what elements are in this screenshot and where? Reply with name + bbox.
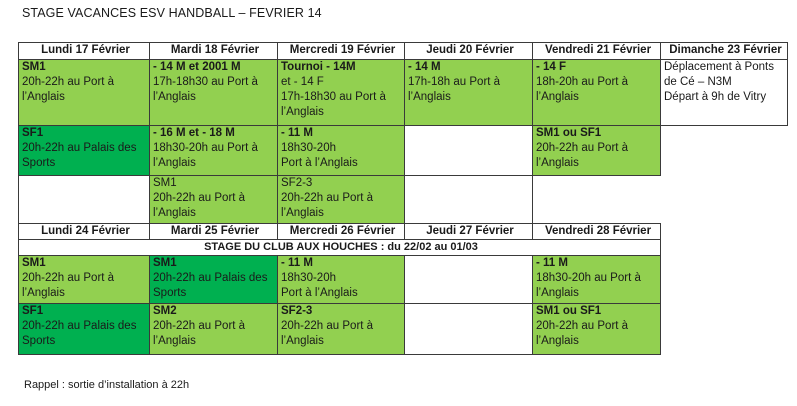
empty-cell xyxy=(661,126,788,176)
session-place: l’Anglais xyxy=(22,91,65,103)
session-cell xyxy=(533,304,661,355)
empty-cell xyxy=(405,176,533,224)
session-cell xyxy=(19,304,150,355)
camp-notice: STAGE DU CLUB AUX HOUCHES : du 22/02 au 01/03 xyxy=(19,240,661,256)
session-time: 20h-22h au Port à xyxy=(281,320,374,332)
session-group: Tournoi - 14M xyxy=(281,61,356,73)
day-header: Jeudi 20 Février xyxy=(405,43,533,60)
week2-header-row xyxy=(19,224,788,240)
session-time: 18h30-20h au Port à xyxy=(536,272,641,284)
session-time: 20h-22h au Port à xyxy=(153,192,246,204)
session-cell xyxy=(150,60,278,126)
day-header: Mercredi 26 Février xyxy=(278,224,405,240)
session-cell xyxy=(150,304,278,355)
session-group-extra: et - 14 F xyxy=(281,76,324,88)
event-line: Déplacement à Ponts xyxy=(664,61,774,73)
session-place: l’Anglais xyxy=(153,207,196,219)
session-group: SF2-3 xyxy=(281,305,313,317)
empty-cell xyxy=(19,176,150,224)
session-group: - 14 F xyxy=(536,61,567,73)
session-group: - 11 M xyxy=(281,257,313,269)
session-time: 17h-18h30 au Port à xyxy=(281,91,386,103)
session-cell xyxy=(278,60,405,126)
session-place: Sports xyxy=(22,157,56,169)
session-group: SM1 ou SF1 xyxy=(536,305,602,317)
day-header: Mardi 25 Février xyxy=(150,224,278,240)
week2-row xyxy=(19,304,788,355)
notice-row xyxy=(19,240,788,256)
session-time: 20h-22h au Port à xyxy=(281,192,374,204)
document-title: STAGE VACANCES ESV HANDBALL – FEVRIER 14 xyxy=(22,6,322,20)
session-time: 20h-22h au Palais des xyxy=(153,272,268,284)
session-cell xyxy=(150,256,278,304)
session-group: - 16 M et - 18 M xyxy=(153,127,235,139)
session-time: 20h-22h au Port à xyxy=(153,320,246,332)
session-time: 18h30-20h xyxy=(281,142,336,154)
session-cell xyxy=(533,60,661,126)
session-time: 20h-22h au Port à xyxy=(536,320,629,332)
session-place: l’Anglais xyxy=(536,335,579,347)
session-time: 20h-22h au Palais des xyxy=(22,320,137,332)
event-line: de Cé – N3M xyxy=(664,76,732,88)
empty-cell xyxy=(661,304,788,355)
session-cell xyxy=(19,126,150,176)
session-group: - 14 M xyxy=(408,61,441,73)
session-time: 18h30-20h au Port à xyxy=(153,142,258,154)
day-header: Mercredi 19 Février xyxy=(278,43,405,60)
session-place: l’Anglais xyxy=(536,287,579,299)
schedule-table xyxy=(18,42,788,355)
session-place: l’Anglais xyxy=(536,91,579,103)
session-group: SM1 xyxy=(22,61,46,73)
session-place: Sports xyxy=(22,335,56,347)
empty-cell xyxy=(661,240,788,256)
day-header: Lundi 24 Février xyxy=(19,224,150,240)
week2-row xyxy=(19,256,788,304)
session-place: Port à l’Anglais xyxy=(281,157,358,169)
session-cell xyxy=(533,126,661,176)
session-place: l’Anglais xyxy=(281,207,324,219)
session-time: 20h-22h au Palais des xyxy=(22,142,137,154)
session-place: l’Anglais xyxy=(281,106,324,118)
session-time: 17h-18h au Port à xyxy=(408,76,501,88)
session-group: SM1 xyxy=(153,177,177,189)
session-group: SM1 xyxy=(153,257,177,269)
session-group: - 11 M xyxy=(281,127,313,139)
session-cell xyxy=(278,256,405,304)
session-place: l’Anglais xyxy=(408,91,451,103)
week1-row xyxy=(19,126,788,176)
week1-row xyxy=(19,60,788,126)
session-time: 20h-22h au Port à xyxy=(536,142,629,154)
session-place: l’Anglais xyxy=(536,157,579,169)
session-place: l’Anglais xyxy=(153,91,196,103)
day-header: Jeudi 27 Février xyxy=(405,224,533,240)
session-group: - 14 M et 2001 M xyxy=(153,61,241,73)
reminder-note: Rappel : sortie d’installation à 22h xyxy=(24,379,190,391)
empty-cell xyxy=(661,176,788,224)
day-header: Mardi 18 Février xyxy=(150,43,278,60)
day-header: Dimanche 23 Février xyxy=(661,43,788,60)
session-cell xyxy=(19,60,150,126)
session-cell xyxy=(278,304,405,355)
session-group: SF1 xyxy=(22,305,44,317)
session-place: l’Anglais xyxy=(22,287,65,299)
session-cell xyxy=(661,60,788,126)
session-cell xyxy=(150,126,278,176)
empty-cell xyxy=(405,304,533,355)
session-cell xyxy=(278,176,405,224)
day-header: Vendredi 28 Février xyxy=(533,224,661,240)
week1-row xyxy=(19,176,788,224)
session-group: SM1 xyxy=(22,257,46,269)
session-place: Port à l’Anglais xyxy=(281,287,358,299)
session-time: 20h-22h au Port à xyxy=(22,272,115,284)
session-time: 18h-20h au Port à xyxy=(536,76,629,88)
session-cell xyxy=(150,176,278,224)
empty-cell xyxy=(661,256,788,304)
empty-cell xyxy=(405,256,533,304)
day-header: Vendredi 21 Février xyxy=(533,43,661,60)
session-cell xyxy=(405,60,533,126)
empty-cell xyxy=(405,126,533,176)
session-cell xyxy=(19,256,150,304)
week1-header-row xyxy=(19,43,788,60)
session-cell xyxy=(278,126,405,176)
session-group: SM1 ou SF1 xyxy=(536,127,602,139)
session-place: Sports xyxy=(153,287,187,299)
empty-cell xyxy=(661,224,788,240)
session-group: - 11 M xyxy=(536,257,568,269)
session-group: SM2 xyxy=(153,305,177,317)
session-time: 18h30-20h xyxy=(281,272,336,284)
session-place: l’Anglais xyxy=(153,335,196,347)
session-time: 17h-18h30 au Port à xyxy=(153,76,258,88)
empty-cell xyxy=(533,176,661,224)
session-place: l’Anglais xyxy=(281,335,324,347)
session-group: SF2-3 xyxy=(281,177,313,189)
day-header: Lundi 17 Février xyxy=(19,43,150,60)
session-place: l’Anglais xyxy=(153,157,196,169)
event-line: Départ à 9h de Vitry xyxy=(664,91,767,103)
session-group: SF1 xyxy=(22,127,44,139)
session-cell xyxy=(533,256,661,304)
session-time: 20h-22h au Port à xyxy=(22,76,115,88)
